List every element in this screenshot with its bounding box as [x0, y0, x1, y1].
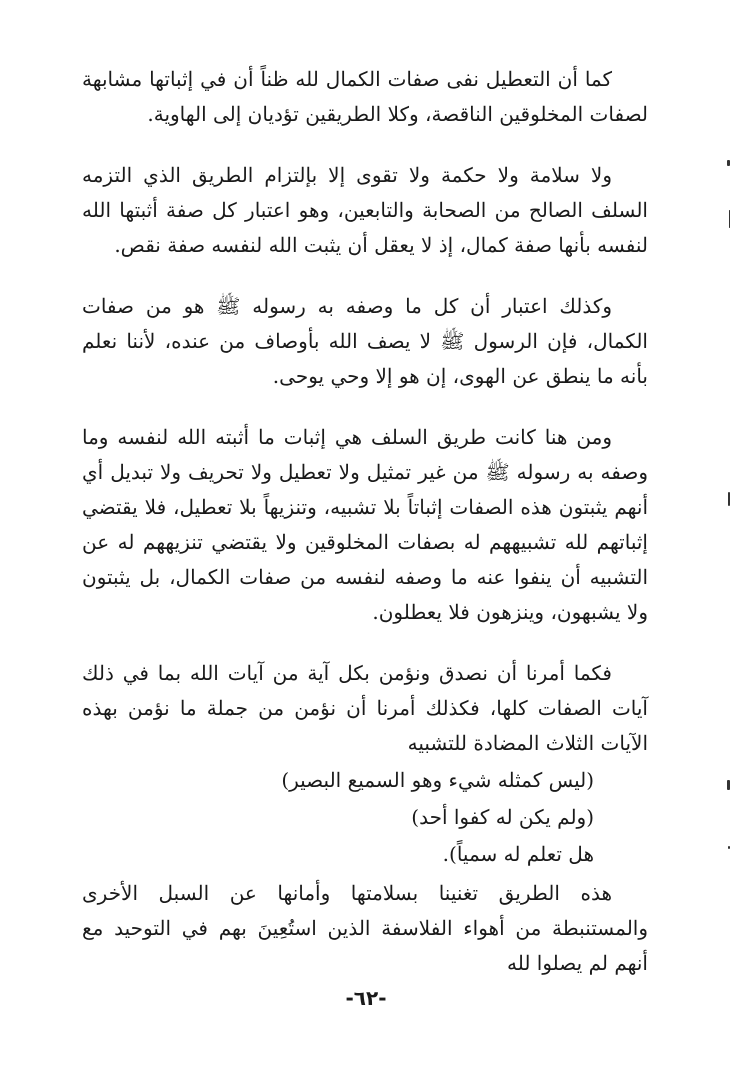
scan-edge-mark: [727, 160, 730, 166]
paragraph-closing: هذه الطريق تغنينا بسلامتها وأمانها عن السبل الأخرى والمستنبطة من أهواء الفلاسفة الذين استُعِينَ بهم في التوحيد مع أنهم لم يصلوا لله: [82, 881, 648, 975]
paragraph-2: ولا سلامة ولا حكمة ولا تقوى إلا بإلتزام الطريق الذي التزمه السلف الصالح من الصحابة والتابعين، وهو اعتبار كل صفة أثبتها الله لنفسه بأنها صفة كمال، إذ لا يعقل أن يثبت الله لنفسه صفة نقص.: [82, 163, 648, 257]
page-number: -٦٢-: [345, 986, 387, 1010]
paragraph-1: كما أن التعطيل نفى صفات الكمال لله ظناً أن في إثباتها مشابهة لصفات المخلوقين الناقصة، وكلا الطريقين تؤديان إلى الهاوية.: [82, 67, 648, 126]
closing-text: [82, 876, 648, 981]
verse-line-2: (ولم يكن له كفوا أحد): [411, 805, 594, 829]
scan-edge-mark: [727, 780, 730, 790]
scan-edge-mark: [728, 846, 730, 849]
verse-line-1: (ليس كمثله شيء وهو السميع البصير): [281, 768, 594, 792]
main-text: [82, 62, 648, 787]
verse-line-3: هل تعلم له سمياً).: [442, 842, 594, 866]
quoted-verses: [281, 762, 594, 873]
paragraph-3: وكذلك اعتبار أن كل ما وصفه به رسوله ﷺ هو من صفات الكمال، فإن الرسول ﷺ لا يصف الله بأوصاف من عنده، لأننا نعلم بأنه ما ينطق عن الهوى، إن هو إلا وحي يوحى.: [82, 294, 648, 388]
scan-edge-mark: [728, 492, 730, 506]
scan-edge-mark: [729, 210, 730, 228]
paragraph-5: فكما أمرنا أن نصدق ونؤمن بكل آية من آيات الله بما في ذلك آيات الصفات كلها، فكذلك أمرنا أن نؤمن من جملة ما نؤمن بهذه الآيات الثلاث المضادة للتشبيه: [82, 661, 648, 755]
paragraph-4: ومن هنا كانت طريق السلف هي إثبات ما أثبته الله لنفسه وما وصفه به رسوله ﷺ من غير تمثيل ولا تعطيل ولا تحريف ولا تبديل أي أنهم يثبتون هذه الصفات إثباتاً بلا تشبيه، وتنزيهاً بلا تعطيل، فلا يقتضي إثباتهم لله تشبيههم له بصفات المخلوقين ولا يقتضي تنزيههم له عن التشبيه أن ينفوا عنه ما وصفه لنفسه من صفات الكمال، بل يثبتون ولا يشبهون، وينزهون فلا يعطلون.: [82, 425, 648, 624]
